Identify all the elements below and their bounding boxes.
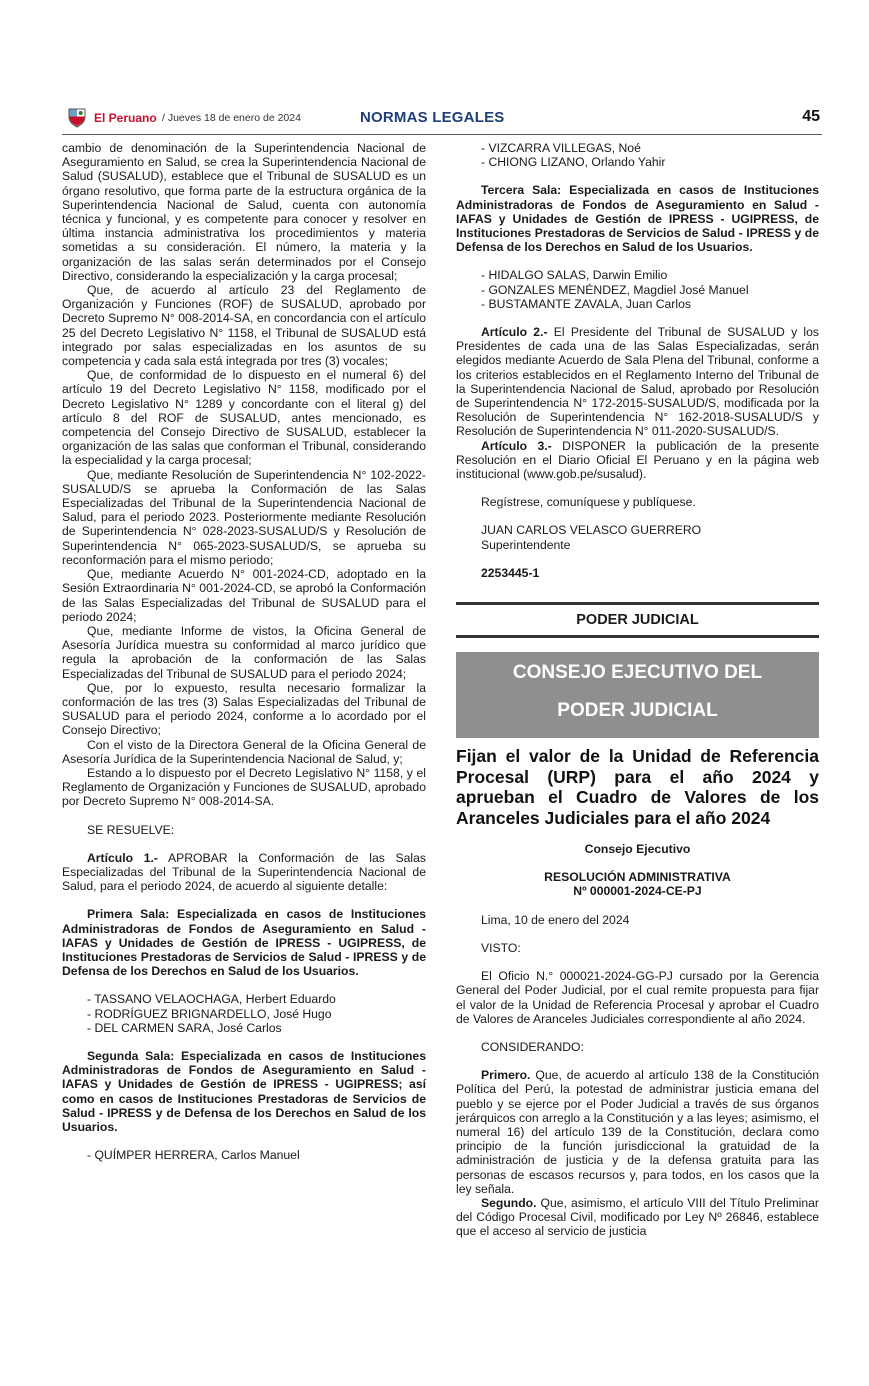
paragraph: Que, de conformidad de lo dispuesto en el numeral 6) del artículo 19 del Decreto Legislativo N° 1158, modificado por el Decreto Legislativo N° 1289 y concordante con el literal g) del artículo 8 del ROF de SUSALUD, antes mencionado, es competencia del Consejo Directivo de SUSALUD, establecer la organización de las salas que conforman el Tribunal, considerando la especialidad y la carga procesal; (62, 368, 426, 468)
place-date: Lima, 10 de enero del 2024 (481, 912, 630, 927)
article-text: El Presidente del Tribunal de SUSALUD y los Presidentes de cada una de las Salas Especializadas, serán elegidos mediante Acuerdo de Sala Plena del Tribunal, conforme a los criterios establecidos en el Reglamento Interno del Tribunal de la Superintendencia Nacional de Salud, aprobado por Resolución de Superintendencia N° 172-2015-SUSALUD/S, modificada por la Resolución de Superintendencia N° 162-2018-SUSALUD/S y Resolución de Superintendencia N° 011-2020-SUSALUD/S. (456, 325, 819, 439)
clause-text: Que, asimismo, el artículo VIII del Título Preliminar del Código Procesal Civil, modificado por Ley Nº 26846, establece que el acceso al servicio de justicia (456, 1195, 819, 1239)
paragraph: Que, mediante Informe de vistos, la Oficina General de Asesoría Jurídica muestra su conformidad al marco jurídico que regula la aprobación de la conformación de las Salas Especializadas del Tribunal de SUSALUD para el periodo 2024; (62, 623, 426, 681)
article-label: Artículo 1.- (87, 850, 158, 865)
sala-1-members (62, 992, 426, 1035)
sala-2-description: Segunda Sala: Especializada en casos de Instituciones Administradoras de Fondos de Aseguramiento en Salud - IAFAS y Unidades de Gestión de IPRESS - UGIPRESS; así como en casos de Instituciones Prestadoras de Servicios de Salud - IPRESS y de Defensa de los Derechos en Salud de los Usuarios. (62, 1048, 426, 1134)
issue-date: / Jueves 18 de enero de 2024 (162, 112, 301, 124)
institution-line: CONSEJO EJECUTIVO DEL (512, 662, 763, 684)
paragraph: Que, de acuerdo al artículo 23 del Reglamento de Organización y Funciones (ROF) de SUSALUD, aprobado por Decreto Supremo N° 008-2014-SA, en concordancia con el artículo 25 del Decreto Legislativo N° 1158, el Tribunal de SUSALUD está integrado por salas especializadas en los asuntos de su competencia y cada sala está integrada por tres (3) vocales; (62, 283, 426, 369)
clause-label: Primero. (481, 1068, 531, 1083)
resolution-number: Nº 000001-2024-CE-PJ (573, 884, 702, 899)
institution-banner (456, 652, 819, 738)
sala-3-description: Tercera Sala: Especializada en casos de Instituciones Administradoras de Fondos de Aseguramiento en Salud - IAFAS y Unidades de Gestión de IPRESS - UGIPRESS, de Instituciones Prestadoras de Servicios de Salud - IPRESS y de Defensa de los Derechos en Salud de los Usuarios. (456, 183, 819, 255)
article-title: Fijan el valor de la Unidad de Referencia Procesal (URP) para el año 2024 y aprueban el Cuadro de Valores de los Aranceles Judiciales para el año 2024 (456, 746, 819, 828)
newspaper-name: El Peruano (94, 111, 157, 125)
coat-of-arms-icon (66, 106, 88, 128)
sala-3-members (456, 268, 819, 311)
list-item: - HIDALGO SALAS, Darwin Emilio (481, 268, 668, 283)
list-item: - CHIONG LIZANO, Orlando Yahir (481, 155, 666, 170)
paragraph: Estando a lo dispuesto por el Decreto Legislativo N° 1158, y el Reglamento de Organización y Funciones de SUSALUD, aprobado por Decreto Supremo N° 008-2014-SA. (62, 765, 426, 809)
paragraph: Que, mediante Resolución de Superintendencia N° 102-2022-SUSALUD/S se aprueba la Conformación de las Salas Especializadas del Tribunal de la Superintendencia Nacional de Salud, para el periodo 2023. Posteriormente mediante Resolución de Superintendencia N° 028-2023-SUSALUD/S y Resolución de Superintendencia N° 065-2023-SUSALUD/S, se aprueba su reconformación para el mismo periodo; (62, 467, 426, 567)
sala-2-members (62, 1148, 426, 1162)
paragraph (456, 1196, 819, 1239)
paragraph: Que, mediante Acuerdo N° 001-2024-CD, adoptado en la Sesión Extraordinaria N° 001-2024-CD, se aprobó la Conformación de las Salas Especializadas del Tribunal de SUSALUD para el periodo 2024; (62, 567, 426, 624)
visto-heading: VISTO: (481, 940, 521, 955)
list-item: - TASSANO VELAOCHAGA, Herbert Eduardo (87, 992, 336, 1007)
article-3 (456, 439, 819, 482)
article-label: Artículo 3.- (481, 438, 552, 453)
list-item: - RODRÍGUEZ BRIGNARDELLO, José Hugo (87, 1006, 332, 1021)
page-header (62, 104, 822, 135)
list-item: - DEL CARMEN SARA, José Carlos (87, 1020, 282, 1035)
resolution-heading: SE RESUELVE: (87, 822, 175, 837)
page-number: 45 (802, 108, 820, 125)
article-label: Artículo 2.- (481, 325, 548, 340)
section-title: NORMAS LEGALES (360, 109, 505, 126)
article-text: APROBAR la Conformación de las Salas Especializadas del Tribunal de la Superintendencia Nacional de Salud, para el periodo 2024, de acuerdo al siguiente detalle: (62, 850, 427, 894)
list-item: - QUÍMPER HERRERA, Carlos Manuel (87, 1148, 300, 1163)
article-1 (62, 851, 426, 894)
paragraph: Con el visto de la Directora General de la Oficina General de Asesoría Jurídica de la Superintendencia Nacional de Salud, y; (62, 737, 426, 766)
article-2 (456, 325, 819, 439)
right-column (456, 141, 819, 1239)
signer-title: Superintendente (481, 537, 571, 552)
paragraph: El Oficio N.° 000021-2024-GG-PJ cursado por la Gerencia General del Poder Judicial, por el cual remite propuesta para fijar el valor de la Unidad de Referencia Procesal y aprobar el Cuadro de Valores de Aranceles Judiciales correspondiente al año 2024. (456, 969, 819, 1026)
signer-name: JUAN CARLOS VELASCO GUERRERO (481, 523, 702, 538)
list-item: - VIZCARRA VILLEGAS, Noé (481, 141, 641, 155)
sala-1-description: Primera Sala: Especializada en casos de Instituciones Administradoras de Fondos de Aseguramiento en Salud - IAFAS y Unidades de Gestión de IPRESS - UGIPRESS, de Instituciones Prestadoras de Servicios de Salud - IPRESS y de Defensa de los Derechos en Salud de los Usuarios. (62, 907, 426, 979)
document-number: 2253445-1 (481, 565, 540, 580)
considerando-heading: CONSIDERANDO: (481, 1039, 584, 1054)
sala-2-members-continued (456, 141, 819, 169)
closing-formula: Regístrese, comuníquese y publíquese. (481, 495, 696, 510)
list-item: - GONZALES MENÉNDEZ, Magdiel José Manuel (481, 282, 749, 297)
section-band: PODER JUDICIAL (456, 602, 819, 638)
left-column (62, 141, 426, 1162)
clause-label: Segundo. (481, 1195, 537, 1210)
paragraph: Que, por lo expuesto, resulta necesario formalizar la conformación de las tres (3) Salas Especializadas del Tribunal de SUSALUD para el periodo 2024, conforme a lo acordado por el Consejo Directivo; (62, 680, 426, 738)
clause-text: Que, de acuerdo al artículo 138 de la Constitución Política del Perú, la potestad de administrar justicia emana del pueblo y se ejerce por el Poder Judicial a través de sus órganos jerárquicos con arreglo a la Constitución y a las leyes; asimismo, el numeral 16) del artículo 139 de la Constitución, declara como principio de la función jurisdiccional la gratuidad de la administración de justicia y de la defensa gratuita para las personas de escasos recursos y, para todos, en los casos que la ley señala. (456, 1068, 819, 1196)
paragraph (456, 1068, 819, 1196)
paragraph: cambio de denominación de la Superintendencia Nacional de Aseguramiento en Salud, se crea la Superintendencia Nacional de Salud (SUSALUD), establece que el Tribunal de SUSALUD es un órgano resolutivo, que forma parte de la estructura orgánica de la Superintendencia Nacional de Salud, cuenta con autonomía técnica y funcional, y es competente para conocer y resolver en última instancia administrativa los procedimientos y materia sometidas a su consideración. El número, la materia y la organización de las salas serán determinados por el Consejo Directivo, considerando la especialización y la carga procesal; (62, 141, 426, 283)
institution-line: PODER JUDICIAL (557, 700, 718, 722)
list-item: - BUSTAMANTE ZAVALA, Juan Carlos (481, 296, 691, 311)
resolution-title: RESOLUCIÓN ADMINISTRATIVA (544, 870, 731, 885)
issuer: Consejo Ejecutivo (584, 842, 691, 857)
article-text: DISPONER la publicación de la presente Resolución en el Diario Oficial El Peruano y en la página web institucional (www.gob.pe/susalud). (456, 438, 819, 482)
